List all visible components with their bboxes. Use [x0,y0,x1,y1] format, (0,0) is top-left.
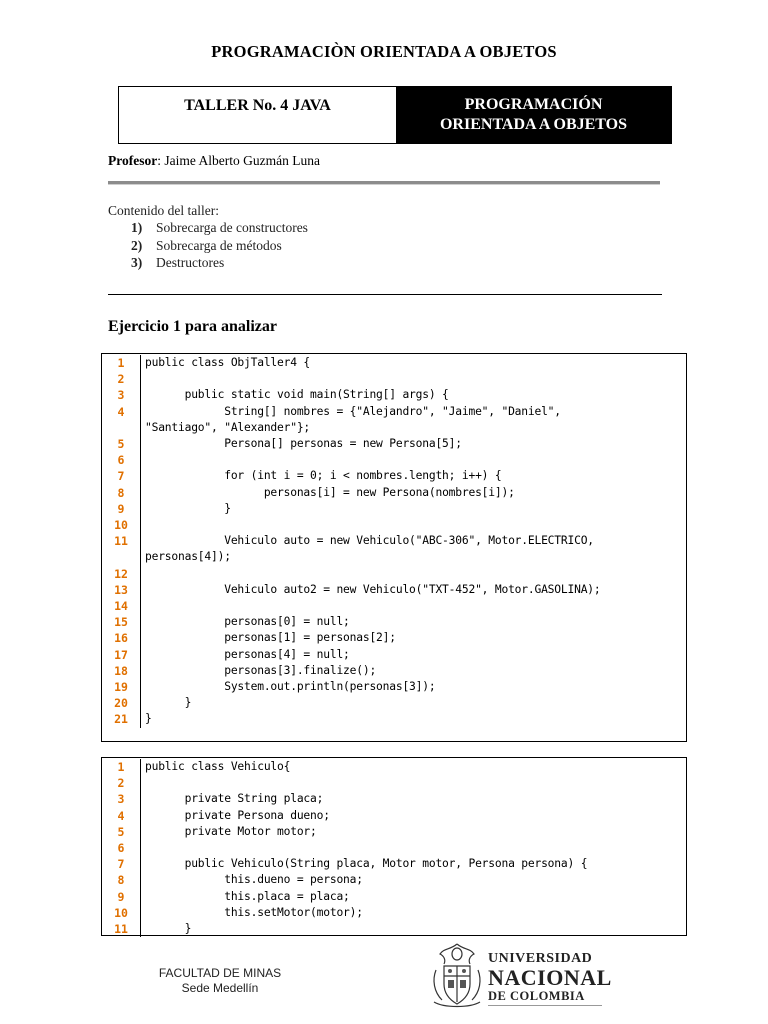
ejercicio-title: Ejercicio 1 para analizar [108,318,277,335]
profesor-label: Profesor [108,153,158,168]
line-number: 1 [102,355,141,371]
profesor-name: : Jaime Alberto Guzmán Luna [157,153,320,168]
divider-thick [108,181,660,185]
profesor-line [108,153,320,169]
logo-line-universidad: UNIVERSIDAD [488,951,593,966]
logo-underline [488,1005,602,1006]
code-text [141,452,686,468]
line-number: 2 [102,371,141,387]
logo-line-colombia: DE COLOMBIA [488,989,585,1003]
line-number: 7 [102,468,141,484]
line-number: 15 [102,614,141,630]
code-text [141,840,686,856]
line-number: 3 [102,791,141,807]
line-number: 3 [102,387,141,403]
line-number: 6 [102,840,141,856]
code-line [102,824,686,840]
line-number: 5 [102,824,141,840]
line-number: 1 [102,759,141,775]
line-number: 2 [102,775,141,791]
sede-name: Sede Medellín [181,981,259,995]
contenido-label: Contenido del taller: [108,203,219,218]
code-text: personas[0] = null; [145,615,350,629]
line-number: 10 [102,905,141,921]
line-number: 5 [102,436,141,452]
line-number: 21 [102,711,141,727]
code-line [102,808,686,824]
divider-thin [108,294,662,295]
line-number: 6 [102,452,141,468]
code-line [102,840,686,856]
code-text: personas[1] = personas[2]; [145,631,396,645]
contenido-item-number: 2) [131,237,143,253]
code-line [102,791,686,807]
line-number: 18 [102,663,141,679]
faculty-label [150,966,290,996]
code-text: personas[3].finalize(); [145,663,377,677]
code-text [141,371,686,387]
code-line [102,630,686,646]
line-number: 17 [102,647,141,663]
code-line [102,501,686,517]
code-text: private Motor motor; [145,824,317,838]
code-text: for (int i = 0; i < nombres.length; i++) { [145,469,502,483]
contenido-item [131,219,308,237]
contenido-item-text: Destructores [156,255,225,270]
line-number: 8 [102,872,141,888]
line-number: 16 [102,630,141,646]
code-line [102,598,686,614]
contenido-item [131,254,308,272]
code-text [141,517,686,533]
code-text: personas[4] = null; [145,647,350,661]
code-text: Persona[] personas = new Persona[5]; [145,437,462,451]
code-text: System.out.println(personas[3]); [145,680,436,694]
code-text: public static void main(String[] args) { [145,388,449,402]
line-number: 19 [102,679,141,695]
code-text: public Vehiculo(String placa, Motor motor, Persona persona) { [145,857,588,871]
code-text: personas[i] = new Persona(nombres[i]); [145,485,515,499]
line-number: 13 [102,582,141,598]
code-text [141,775,686,791]
line-number: 9 [102,501,141,517]
code-text: this.dueno = persona; [145,873,363,887]
code-line [102,436,686,452]
code-line [102,614,686,630]
header-box [118,86,672,144]
line-number: 11 [102,921,141,937]
code-line [102,679,686,695]
code-text: } [145,696,192,710]
code-text: this.placa = placa; [145,889,350,903]
line-number: 10 [102,517,141,533]
contenido-item-text: Sobrecarga de métodos [156,237,282,253]
code-text: Vehiculo auto = new Vehiculo("ABC-306", Motor.ELECTRICO, personas[4]); [145,534,594,564]
code-line [102,371,686,387]
code-line [102,856,686,872]
line-number: 20 [102,695,141,711]
logo-line-nacional: NACIONAL [488,965,612,990]
code-line [102,517,686,533]
code-text: private Persona dueno; [145,808,330,822]
code-line [102,468,686,484]
code-text: private String placa; [145,792,324,806]
code-text: } [145,712,152,726]
code-line [102,647,686,663]
line-number: 7 [102,856,141,872]
code-line [102,663,686,679]
code-line [102,582,686,598]
code-text [141,566,686,582]
contenido-item-number: 1) [131,220,143,235]
contenido-item [131,237,308,255]
logo-wordmark [488,952,612,1003]
code-line [102,759,686,775]
line-number: 9 [102,889,141,905]
line-number: 4 [102,404,141,436]
code-text: public class Vehiculo{ [145,760,291,773]
code-line [102,566,686,582]
code-line [102,872,686,888]
code-text: public class ObjTaller4 { [145,356,311,369]
code-text: String[] nombres = {"Alejandro", "Jaime", "Daniel", "Santiago", "Alexander"}; [145,404,561,434]
code-text: this.setMotor(motor); [145,905,363,919]
line-number: 8 [102,485,141,501]
code-line [102,921,686,937]
code-line [102,404,686,436]
code-line [102,905,686,921]
faculty-name: FACULTAD DE MINAS [158,966,282,980]
code-listing-objtaller4 [101,353,687,742]
course-title-line2: ORIENTADA A OBJETOS [439,116,628,133]
code-line [102,355,686,371]
code-line [102,485,686,501]
line-number: 11 [102,533,141,565]
code-text: } [145,501,231,515]
contenido-list [131,219,308,272]
line-number: 12 [102,566,141,582]
code-text [141,598,686,614]
course-title-block [396,87,671,143]
code-line [102,889,686,905]
line-number: 14 [102,598,141,614]
taller-title: TALLER No. 4 JAVA [184,97,331,114]
line-number: 4 [102,808,141,824]
document-title: PROGRAMACIÒN ORIENTADA A OBJETOS [211,42,557,61]
code-line [102,452,686,468]
contenido-item-number: 3) [131,255,143,270]
code-text: } [145,922,192,936]
course-title-line1: PROGRAMACIÓN [464,96,603,113]
contenido-item-text: Sobrecarga de constructores [156,220,308,235]
code-text: Vehiculo auto2 = new Vehiculo("TXT-452", Motor.GASOLINA); [145,582,601,596]
code-line [102,711,686,727]
code-line [102,387,686,403]
university-logo [430,940,610,1012]
code-line [102,533,686,565]
code-line [102,695,686,711]
code-listing-vehiculo [101,757,687,936]
code-line [102,775,686,791]
coat-of-arms-icon [430,940,484,1010]
